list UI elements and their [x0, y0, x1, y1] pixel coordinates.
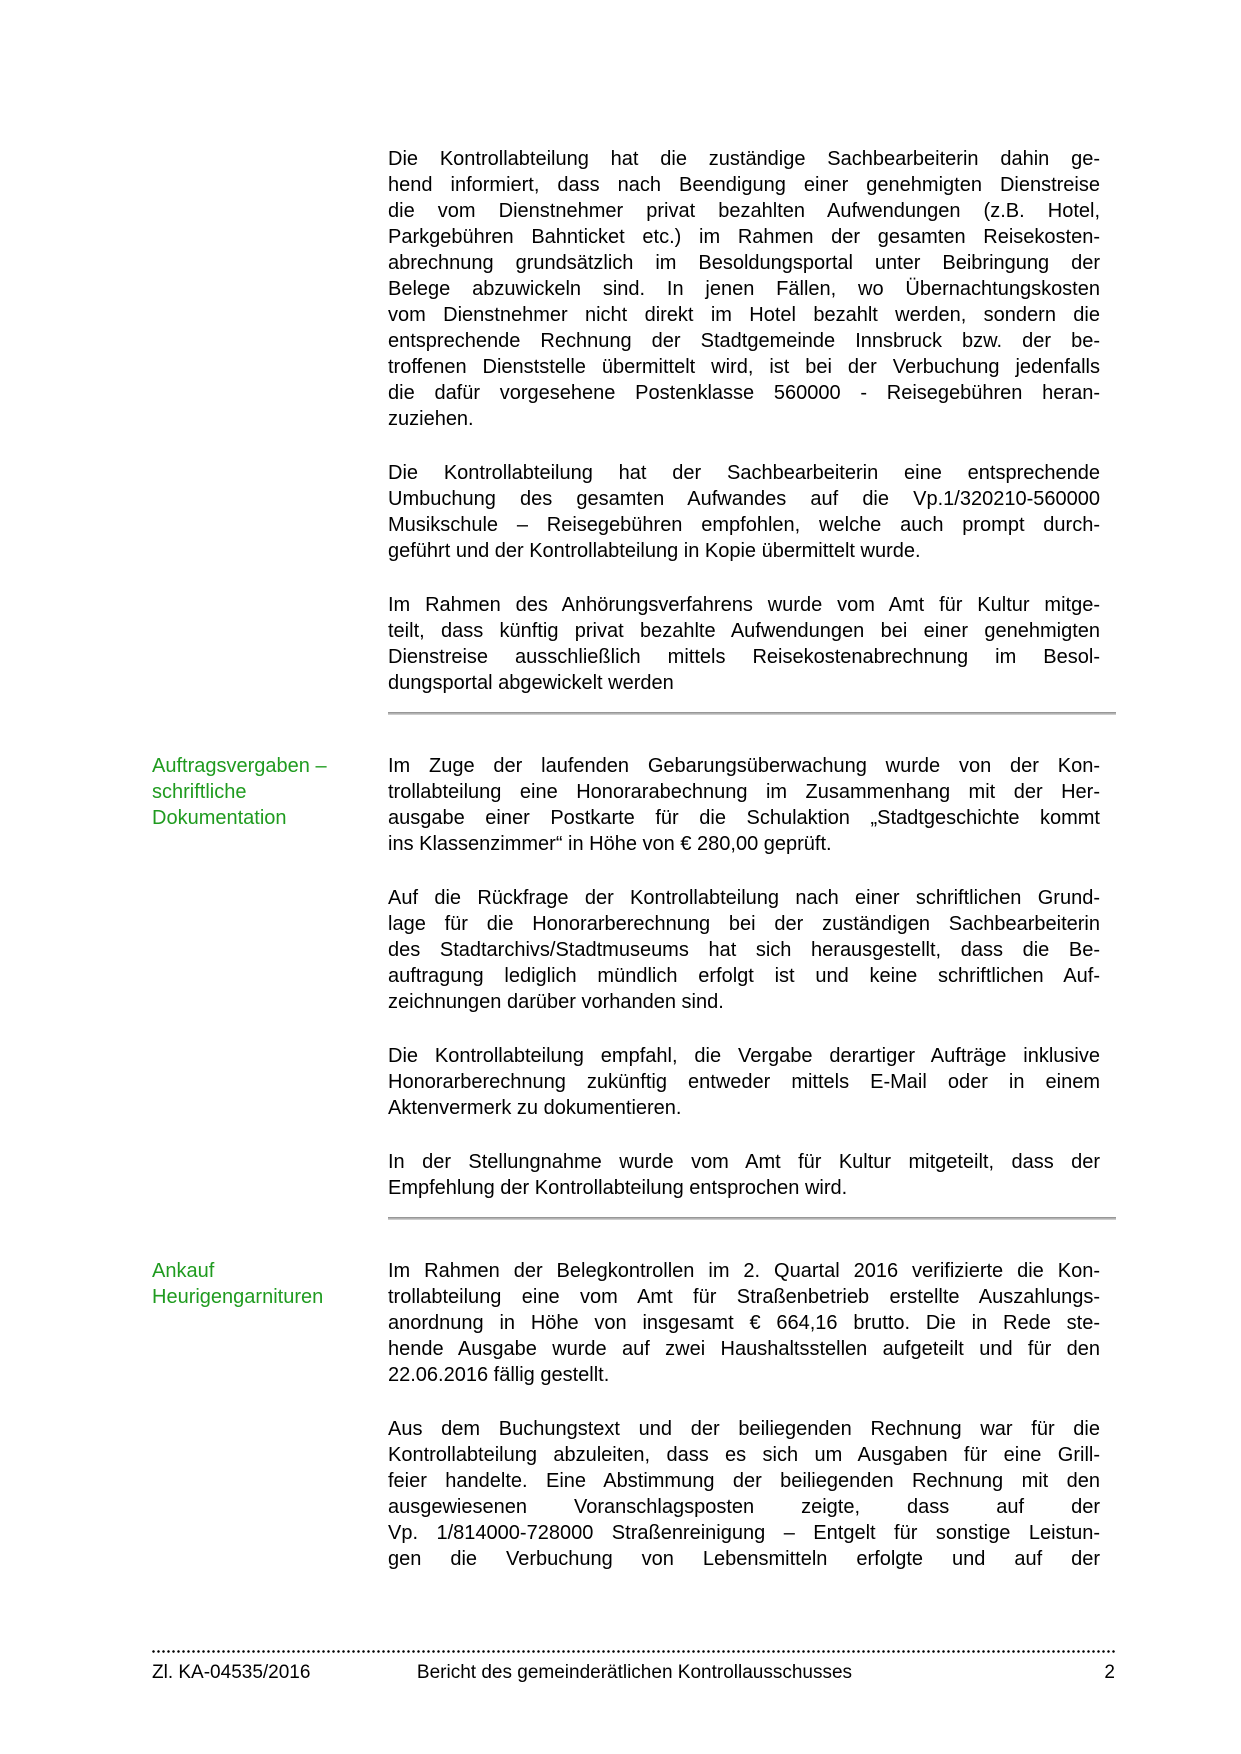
text-line: hende Ausgabe wurde auf zwei Haushaltsstellen aufgeteilt und für den	[388, 1338, 1100, 1360]
text-line: entsprechende Rechnung der Stadtgemeinde Innsbruck bzw. der be-	[388, 330, 1100, 352]
text-line: 22.06.2016 fällig gestellt.	[388, 1364, 610, 1386]
section-body	[388, 1258, 1100, 1572]
footer-row	[152, 1661, 1117, 1685]
text-line: Im Zuge der laufenden Gebarungsüberwachung wurde von der Kon-	[388, 755, 1100, 777]
text-line: Kontrollabteilung abzuleiten, dass es sich um Ausgaben für eine Grill-	[388, 1444, 1100, 1466]
paragraph	[388, 1258, 1100, 1388]
text-line: feier handelte. Eine Abstimmung der beiliegenden Rechnung mit den	[388, 1470, 1100, 1492]
text-line: Musikschule – Reisegebühren empfohlen, welche auch prompt durch-	[388, 514, 1100, 536]
footer-reference-number: Zl. KA-04535/2016	[152, 1662, 311, 1683]
text-line: auftragung lediglich mündlich erfolgt ist und keine schriftlichen Auf-	[388, 965, 1100, 987]
section-heading: Ankauf Heurigengarnituren	[152, 1260, 324, 1308]
paragraph	[388, 460, 1100, 564]
text-line: anordnung in Höhe von insgesamt € 664,16 brutto. Die in Rede ste-	[388, 1312, 1100, 1334]
paragraph	[388, 753, 1100, 857]
footer-report-title: Bericht des gemeinderätlichen Kontrollausschusses	[416, 1662, 853, 1683]
text-line: Die Kontrollabteilung hat der Sachbearbeiterin eine entsprechende	[388, 462, 1100, 484]
text-line: Die Kontrollabteilung empfahl, die Vergabe derartiger Aufträge inklusive	[388, 1045, 1100, 1067]
text-line: Honorarberechnung zukünftig entweder mittels E-Mail oder in einem	[388, 1071, 1100, 1093]
text-line: Vp. 1/814000-728000 Straßenreinigung – Entgelt für sonstige Leistun-	[388, 1522, 1100, 1544]
text-line: des Stadtarchivs/Stadtmuseums hat sich herausgestellt, dass die Be-	[388, 939, 1100, 961]
text-line: troffenen Dienststelle übermittelt wird, ist bei der Verbuchung jedenfalls	[388, 356, 1100, 378]
report-section	[152, 1258, 1100, 1572]
text-line: Auf die Rückfrage der Kontrollabteilung nach einer schriftlichen Grund-	[388, 887, 1100, 909]
text-line: vom Dienstnehmer nicht direkt im Hotel bezahlt werden, sondern die	[388, 304, 1100, 326]
report-section	[152, 146, 1100, 696]
paragraph	[388, 592, 1100, 696]
page-footer	[152, 1650, 1117, 1685]
text-line: abrechnung grundsätzlich im Besoldungsportal unter Beibringung der	[388, 252, 1100, 274]
section-body	[388, 753, 1100, 1201]
paragraph	[388, 1416, 1100, 1572]
text-line: teilt, dass künftig privat bezahlte Aufwendungen bei einer genehmigten	[388, 620, 1100, 642]
text-line: zeichnungen darüber vorhanden sind.	[388, 991, 724, 1013]
text-line: trollabteilung eine vom Amt für Straßenbetrieb erstellte Auszahlungs-	[388, 1286, 1100, 1308]
text-line: Aus dem Buchungstext und der beiliegenden Rechnung war für die	[388, 1418, 1100, 1440]
document-content	[152, 146, 1100, 1572]
text-line: hend informiert, dass nach Beendigung einer genehmigten Dienstreise	[388, 174, 1100, 196]
section-divider	[388, 1217, 1116, 1220]
footer-page-number: 2	[1104, 1662, 1115, 1683]
paragraph	[388, 146, 1100, 432]
text-line: ins Klassenzimmer“ in Höhe von € 280,00 geprüft.	[388, 833, 832, 855]
text-line: lage für die Honorarberechnung bei der zuständigen Sachbearbeiterin	[388, 913, 1100, 935]
text-line: geführt und der Kontrollabteilung in Kopie übermittelt wurde.	[388, 540, 921, 562]
section-body	[388, 146, 1100, 696]
report-section	[152, 753, 1100, 1201]
text-line: die vom Dienstnehmer privat bezahlten Aufwendungen (z.B. Hotel,	[388, 200, 1100, 222]
text-line: trollabteilung eine Honorarabechnung im Zusammenhang mit der Her-	[388, 781, 1100, 803]
text-line: Im Rahmen des Anhörungsverfahrens wurde vom Amt für Kultur mitge-	[388, 594, 1100, 616]
section-sidebar	[152, 1258, 388, 1310]
paragraph	[388, 885, 1100, 1015]
text-line: gen die Verbuchung von Lebensmitteln erfolgte und auf der	[388, 1548, 1100, 1570]
section-heading: Auftragsvergaben – schriftliche Dokumentation	[152, 755, 327, 829]
section-divider	[388, 712, 1116, 715]
text-line: dungsportal abgewickelt werden	[388, 672, 674, 694]
text-line: Empfehlung der Kontrollabteilung entsprochen wird.	[388, 1177, 848, 1199]
footer-dotted-rule	[152, 1650, 1117, 1653]
text-line: ausgabe einer Postkarte für die Schulaktion „Stadtgeschichte kommt	[388, 807, 1100, 829]
paragraph	[388, 1043, 1100, 1121]
text-line: Dienstreise ausschließlich mittels Reisekostenabrechnung im Besol-	[388, 646, 1100, 668]
text-line: Parkgebühren Bahnticket etc.) im Rahmen der gesamten Reisekosten-	[388, 226, 1100, 248]
text-line: die dafür vorgesehene Postenklasse 560000 - Reisegebühren heran-	[388, 382, 1100, 404]
text-line: Im Rahmen der Belegkontrollen im 2. Quartal 2016 verifizierte die Kon-	[388, 1260, 1100, 1282]
text-line: zuziehen.	[388, 408, 474, 430]
text-line: Belege abzuwickeln sind. In jenen Fällen, wo Übernachtungskosten	[388, 278, 1100, 300]
section-sidebar	[152, 753, 388, 831]
text-line: In der Stellungnahme wurde vom Amt für Kultur mitgeteilt, dass der	[388, 1151, 1100, 1173]
text-line: Aktenvermerk zu dokumentieren.	[388, 1097, 682, 1119]
text-line: ausgewiesenen Voranschlagsposten zeigte, dass auf der	[388, 1496, 1100, 1518]
text-line: Die Kontrollabteilung hat die zuständige Sachbearbeiterin dahin ge-	[388, 148, 1100, 170]
text-line: Umbuchung des gesamten Aufwandes auf die Vp.1/320210-560000	[388, 488, 1100, 510]
paragraph	[388, 1149, 1100, 1201]
